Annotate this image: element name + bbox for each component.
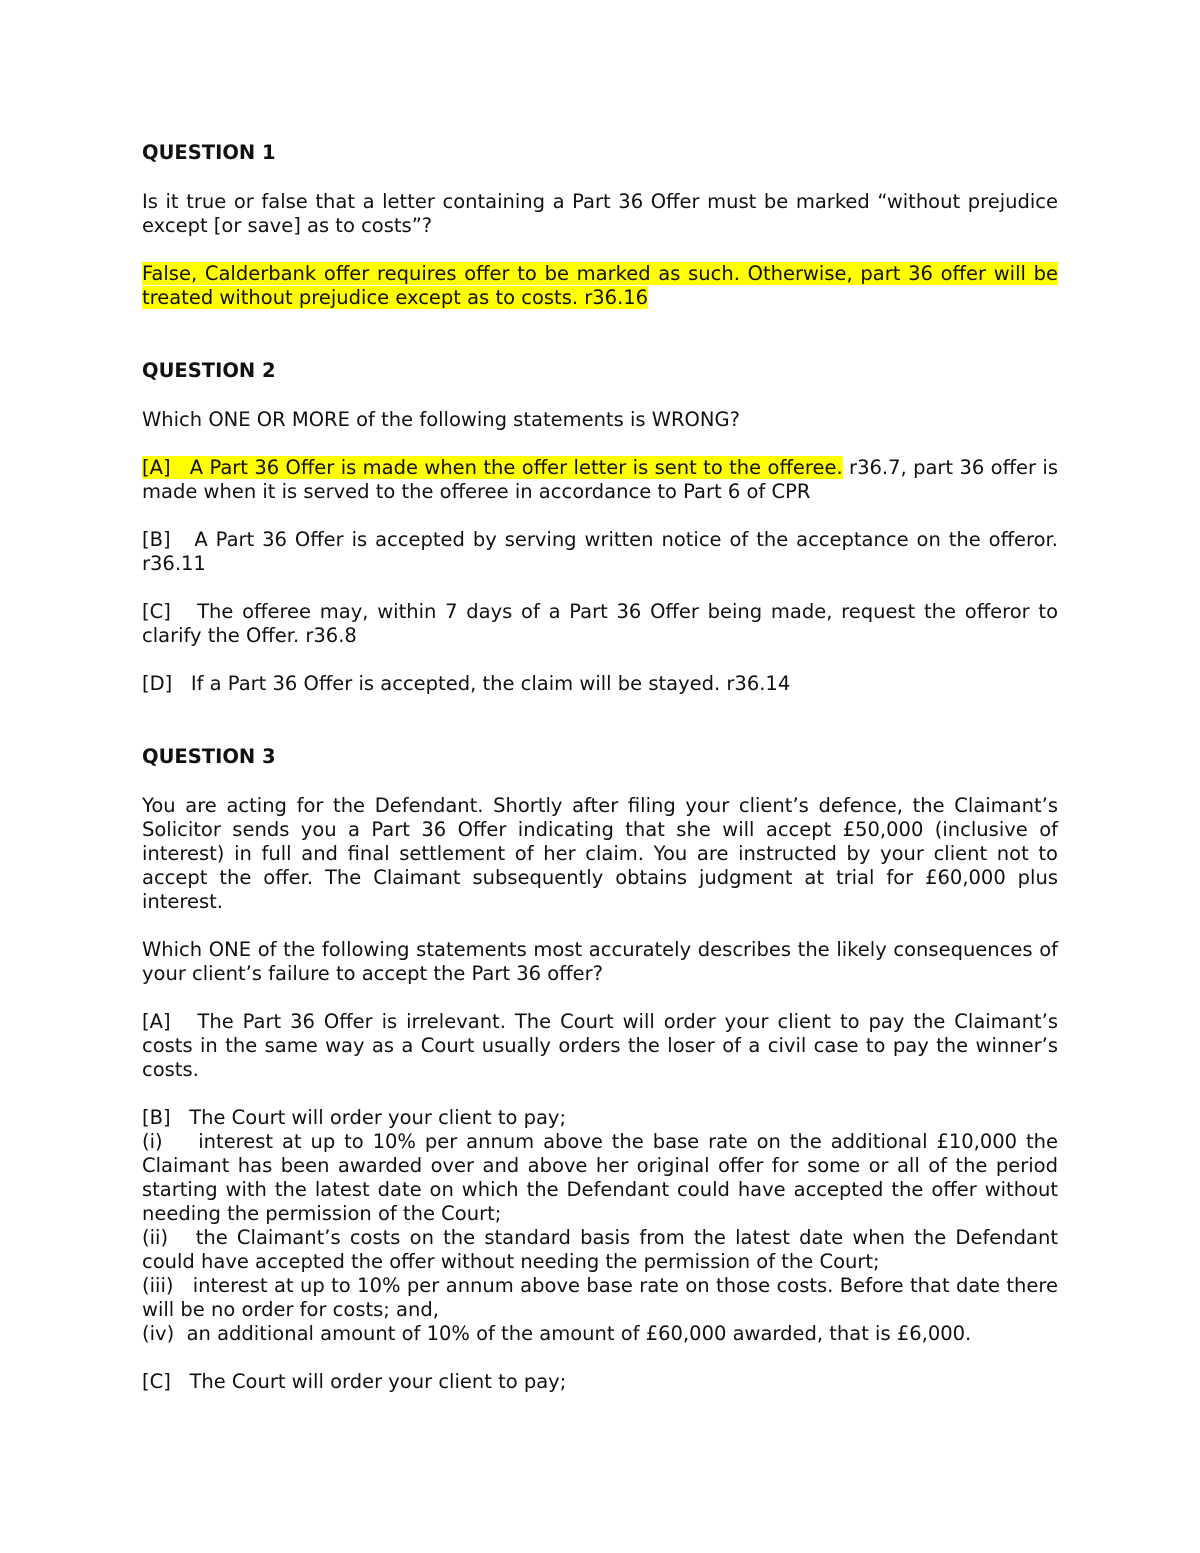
- question-3-title: QUESTION 3: [142, 745, 276, 768]
- item-num: (iii): [142, 1274, 174, 1297]
- question-2-option-b: [142, 528, 1058, 576]
- q3-option-b-item-iii: [142, 1274, 1058, 1322]
- q3-option-b-item-i: [142, 1130, 1058, 1226]
- question-3-option-c: [142, 1370, 1058, 1394]
- question-3-option-a: [142, 1010, 1058, 1082]
- question-1-answer: [142, 262, 1058, 310]
- question-2-option-a: [142, 456, 1058, 504]
- question-2-option-d: [142, 672, 1058, 696]
- option-c-text: The offeree may, within 7 days of a Part 36 Offer being made, request the offeror to clarify the Offer. r36.8: [142, 600, 1058, 647]
- q3-option-a-label: [A]: [142, 1010, 171, 1033]
- q3-option-b-intro-text: The Court will order your client to pay;: [189, 1106, 567, 1129]
- question-3-scenario: You are acting for the Defendant. Shortly after filing your client’s defence, the Claimant’s Solicitor sends you a Part 36 Offer indicating that she will accept £50,000 (inclusive of interest) in full and final settlement of her claim. You are instructed by your client not to accept the offer. The Claimant subsequently obtains judgment at trial for £60,000 plus interest.: [142, 794, 1058, 913]
- option-c-label: [C]: [142, 600, 171, 623]
- option-a-label: [A]: [142, 456, 171, 479]
- item-num: (ii): [142, 1226, 169, 1249]
- q3-option-b-label: [B]: [142, 1106, 171, 1129]
- option-a-text: A Part 36 Offer is made when the offer letter is sent to the offeree.: [189, 456, 843, 479]
- question-2-text: Which ONE OR MORE of the following statements is WRONG?: [142, 408, 740, 431]
- document-body: [142, 140, 1058, 1418]
- option-a-note: r36.7, part 36 offer is made when it is served to the offeree in accordance to Part 6 of CPR: [142, 456, 1058, 503]
- question-3-text: Which ONE of the following statements most accurately describes the likely consequences of your client’s failure to accept the Part 36 offer?: [142, 938, 1058, 985]
- option-b-label: [B]: [142, 528, 171, 551]
- question-2-title: QUESTION 2: [142, 359, 276, 382]
- question-1-text: Is it true or false that a letter containing a Part 36 Offer must be marked “without prejudice except [or save] as to costs”?: [142, 190, 1058, 237]
- question-2-option-c: [142, 600, 1058, 648]
- q3-option-c-label: [C]: [142, 1370, 171, 1393]
- option-a-highlight: [142, 456, 843, 479]
- item-text: an additional amount of 10% of the amount of £60,000 awarded, that is £6,000.: [186, 1322, 972, 1345]
- option-d-text: If a Part 36 Offer is accepted, the claim will be stayed. r36.14: [190, 672, 791, 695]
- q3-option-b-item-iv: [142, 1322, 1058, 1346]
- item-text: interest at up to 10% per annum above base rate on those costs. Before that date there will be no order for costs; and,: [142, 1274, 1058, 1321]
- item-num: (iv): [142, 1322, 175, 1345]
- q3-option-a-text: The Part 36 Offer is irrelevant. The Court will order your client to pay the Claimant’s costs in the same way as a Court usually orders the loser of a civil case to pay the winner’s costs.: [142, 1010, 1058, 1081]
- item-text: interest at up to 10% per annum above the base rate on the additional £10,000 the Claimant has been awarded over and above her original offer for some or all of the period starting with the latest date on which the Defendant could have accepted the offer without needing the permission of the Court;: [142, 1130, 1058, 1225]
- q3-option-c-intro: The Court will order your client to pay;: [189, 1370, 567, 1393]
- question-1-title: QUESTION 1: [142, 141, 276, 164]
- q3-option-b-item-ii: [142, 1226, 1058, 1274]
- item-num: (i): [142, 1130, 163, 1153]
- option-b-text: A Part 36 Offer is accepted by serving written notice of the acceptance on the offeror. r36.11: [142, 528, 1058, 575]
- option-d-label: [D]: [142, 672, 173, 695]
- question-1-answer-highlight: False, Calderbank offer requires offer to be marked as such. Otherwise, part 36 offer will be treated without prejudice except as to costs. r36.16: [142, 262, 1058, 309]
- q3-option-b-intro: [142, 1106, 1058, 1130]
- question-3-option-b: [142, 1106, 1058, 1346]
- item-text: the Claimant’s costs on the standard basis from the latest date when the Defendant could have accepted the offer without needing the permission of the Court;: [142, 1226, 1058, 1273]
